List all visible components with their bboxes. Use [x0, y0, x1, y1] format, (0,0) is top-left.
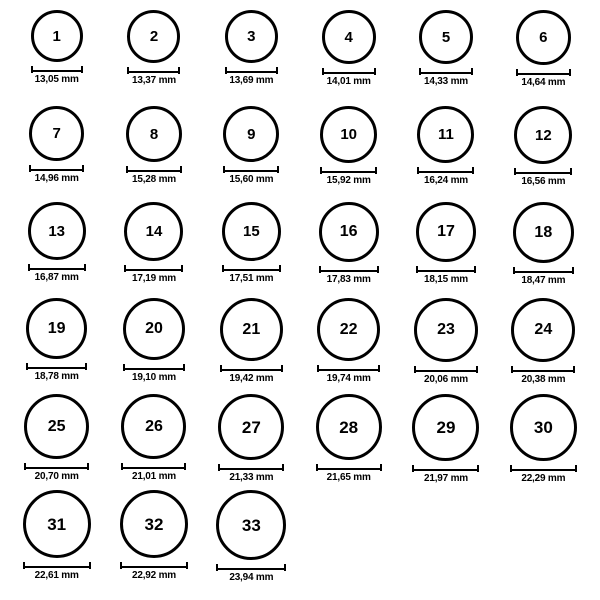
ring-dimension [513, 267, 574, 286]
ring-size-number: 9 [247, 125, 256, 143]
ring-size-number: 32 [144, 514, 164, 534]
ring-circle [124, 202, 183, 261]
ring-size-number: 21 [242, 320, 261, 338]
ring-diameter-label: 21,33 mm [229, 472, 274, 483]
dimension-line-icon [23, 562, 91, 569]
ring-size-cell [300, 298, 397, 394]
ring-size-number: 25 [47, 417, 66, 435]
ring-size-number: 24 [534, 321, 553, 338]
ring-size-number: 10 [340, 126, 357, 143]
ring-dimension [26, 363, 87, 382]
ring-dimension [24, 463, 89, 482]
ring-circle [222, 202, 281, 261]
dimension-line-icon [511, 366, 575, 373]
ring-size-cell [495, 10, 592, 106]
ring-diameter-label: 13,69 mm [229, 75, 274, 86]
ring-circle [414, 298, 478, 362]
ring-diameter-label: 20,06 mm [423, 374, 468, 385]
ring-circle [26, 298, 87, 359]
ring-circle [126, 106, 182, 162]
dimension-line-icon [417, 167, 474, 174]
ring-dimension [29, 165, 84, 184]
ring-dimension [511, 366, 575, 385]
ring-size-cell [300, 394, 397, 490]
ring-diameter-label: 20,38 mm [521, 374, 566, 385]
ring-diameter-label: 19,10 mm [131, 372, 176, 383]
ring-dimension [414, 366, 478, 385]
ring-circle [216, 490, 286, 560]
ring-size-number: 27 [241, 417, 261, 437]
ring-diameter-label: 20,70 mm [34, 471, 79, 482]
ring-dimension [23, 562, 91, 581]
ring-dimension [123, 364, 185, 383]
ring-dimension [412, 465, 479, 484]
dimension-line-icon [216, 564, 286, 571]
ring-size-cell [300, 10, 397, 106]
ring-dimension [510, 465, 577, 484]
ring-diameter-label: 16,56 mm [521, 176, 566, 187]
ring-circle [28, 202, 86, 260]
ring-circle [123, 298, 185, 360]
ring-size-number: 28 [339, 417, 359, 437]
ring-dimension [222, 265, 281, 284]
dimension-line-icon [319, 266, 379, 273]
ring-size-cell [8, 394, 105, 490]
dimension-line-icon [24, 463, 89, 470]
ring-circle [516, 10, 571, 65]
ring-dimension [124, 265, 183, 284]
ring-size-cell [203, 394, 300, 490]
dimension-line-icon [31, 66, 83, 73]
ring-diameter-label: 22,61 mm [34, 570, 79, 581]
ring-circle [218, 394, 284, 460]
dimension-line-icon [516, 69, 571, 76]
ring-circle [31, 10, 83, 62]
ring-size-cell [397, 10, 494, 106]
ring-circle [510, 394, 577, 461]
ring-size-cell [495, 298, 592, 394]
ring-size-cell [495, 394, 592, 490]
ring-size-cell [300, 106, 397, 202]
ring-diameter-label: 17,51 mm [229, 273, 274, 284]
ring-circle [419, 10, 473, 64]
ring-size-cell [105, 490, 202, 586]
ring-dimension [320, 167, 377, 186]
ring-size-cell [8, 490, 105, 586]
ring-dimension [121, 463, 186, 482]
dimension-line-icon [317, 365, 380, 372]
ring-circle [317, 298, 380, 361]
ring-dimension [220, 365, 283, 384]
ring-dimension [514, 168, 572, 187]
dimension-line-icon [320, 167, 377, 174]
ring-diameter-label: 14,96 mm [34, 173, 79, 184]
ring-size-number: 16 [339, 223, 358, 240]
ring-size-cell [105, 202, 202, 298]
ring-dimension [419, 68, 473, 87]
ring-size-number: 6 [539, 29, 548, 46]
ring-size-grid [8, 10, 592, 586]
dimension-line-icon [510, 465, 577, 472]
ring-diameter-label: 18,78 mm [34, 371, 79, 382]
ring-size-cell [8, 298, 105, 394]
ring-size-number: 11 [438, 126, 454, 143]
ring-size-number: 7 [52, 125, 61, 142]
ring-size-cell [105, 394, 202, 490]
ring-circle [223, 106, 279, 162]
ring-size-cell [203, 10, 300, 106]
ring-size-number: 13 [48, 222, 65, 240]
ring-size-number: 2 [149, 28, 159, 45]
ring-size-number: 26 [145, 417, 163, 435]
ring-dimension [317, 365, 380, 384]
ring-circle [417, 106, 474, 163]
ring-diameter-label: 16,87 mm [34, 272, 79, 283]
dimension-line-icon [416, 266, 476, 273]
ring-dimension [31, 66, 83, 85]
dimension-line-icon [322, 68, 376, 75]
ring-circle [29, 106, 84, 161]
dimension-line-icon [412, 465, 479, 472]
ring-dimension [319, 266, 379, 285]
ring-size-cell [203, 202, 300, 298]
dimension-line-icon [127, 67, 180, 74]
ring-diameter-label: 19,74 mm [326, 373, 371, 384]
ring-size-cell [203, 490, 300, 586]
ring-diameter-label: 23,94 mm [229, 572, 274, 583]
dimension-line-icon [123, 364, 185, 371]
dimension-line-icon [316, 464, 382, 471]
ring-size-number: 19 [47, 319, 66, 337]
ring-circle [514, 106, 572, 164]
ring-size-cell [495, 106, 592, 202]
ring-dimension [127, 67, 180, 86]
ring-dimension [120, 562, 188, 581]
ring-diameter-label: 21,97 mm [423, 473, 468, 484]
ring-diameter-label: 22,92 mm [131, 570, 176, 581]
ring-size-cell [397, 394, 494, 490]
ring-size-number: 8 [149, 125, 159, 143]
ring-diameter-label: 14,64 mm [521, 77, 566, 88]
ring-size-cell [397, 298, 494, 394]
ring-diameter-label: 14,01 mm [326, 76, 371, 87]
ring-diameter-label: 13,05 mm [34, 74, 79, 85]
ring-size-number: 20 [145, 320, 163, 337]
ring-diameter-label: 19,42 mm [229, 373, 274, 384]
ring-dimension [28, 264, 86, 283]
ring-diameter-label: 21,01 mm [131, 471, 176, 482]
ring-size-number: 30 [533, 418, 553, 437]
ring-circle [412, 394, 479, 461]
ring-size-number: 12 [534, 126, 552, 144]
ring-size-number: 23 [437, 321, 455, 338]
ring-size-number: 33 [241, 515, 261, 535]
ring-circle [24, 394, 89, 459]
dimension-line-icon [124, 265, 183, 272]
dimension-line-icon [514, 168, 572, 175]
ring-diameter-label: 18,47 mm [521, 275, 566, 286]
ring-size-number: 5 [441, 28, 451, 46]
ring-diameter-label: 13,37 mm [131, 75, 176, 86]
ring-diameter-label: 15,60 mm [229, 174, 274, 185]
ring-size-number: 29 [436, 418, 456, 437]
ring-dimension [516, 69, 571, 88]
ring-dimension [322, 68, 376, 87]
ring-circle [23, 490, 91, 558]
ring-size-cell [105, 106, 202, 202]
dimension-line-icon [414, 366, 478, 373]
ring-size-number: 3 [247, 28, 256, 45]
ring-size-number: 31 [47, 514, 67, 534]
ring-dimension [223, 166, 279, 185]
ring-dimension [126, 166, 182, 185]
ring-diameter-label: 15,28 mm [131, 174, 176, 185]
ring-diameter-label: 21,65 mm [326, 472, 371, 483]
dimension-line-icon [225, 67, 278, 74]
ring-size-number: 22 [339, 320, 358, 338]
ring-dimension [218, 464, 284, 483]
ring-size-number: 4 [344, 28, 353, 46]
ring-circle [127, 10, 180, 63]
ring-circle [220, 298, 283, 361]
ring-circle [121, 394, 186, 459]
dimension-line-icon [29, 165, 84, 172]
ring-dimension [316, 464, 382, 483]
ring-size-cell [105, 10, 202, 106]
ring-diameter-label: 17,19 mm [131, 273, 176, 284]
dimension-line-icon [223, 166, 279, 173]
ring-diameter-label: 14,33 mm [423, 76, 468, 87]
dimension-line-icon [120, 562, 188, 569]
ring-size-cell [8, 10, 105, 106]
ring-dimension [417, 167, 474, 186]
ring-size-cell [203, 106, 300, 202]
dimension-line-icon [513, 267, 574, 274]
ring-diameter-label: 22,29 mm [521, 473, 566, 484]
ring-circle [322, 10, 376, 64]
ring-size-cell [105, 298, 202, 394]
dimension-line-icon [419, 68, 473, 75]
ring-size-number: 1 [52, 27, 61, 45]
dimension-line-icon [220, 365, 283, 372]
ring-size-cell [397, 106, 494, 202]
ring-size-cell [203, 298, 300, 394]
ring-size-cell [8, 202, 105, 298]
ring-diameter-label: 16,24 mm [423, 175, 468, 186]
dimension-line-icon [121, 463, 186, 470]
dimension-line-icon [222, 265, 281, 272]
ring-dimension [225, 67, 278, 86]
ring-size-cell [300, 202, 397, 298]
ring-dimension [216, 564, 286, 583]
ring-diameter-label: 17,83 mm [326, 274, 371, 285]
dimension-line-icon [126, 166, 182, 173]
ring-circle [416, 202, 476, 262]
ring-size-number: 14 [145, 223, 163, 240]
ring-size-cell [397, 202, 494, 298]
ring-circle [511, 298, 575, 362]
dimension-line-icon [28, 264, 86, 271]
dimension-line-icon [218, 464, 284, 471]
ring-diameter-label: 18,15 mm [423, 274, 468, 285]
ring-size-number: 15 [242, 223, 260, 240]
ring-size-cell [8, 106, 105, 202]
ring-dimension [416, 266, 476, 285]
ring-diameter-label: 15,92 mm [326, 175, 371, 186]
ring-circle [513, 202, 574, 263]
ring-circle [225, 10, 278, 63]
ring-circle [120, 490, 188, 558]
ring-size-cell [495, 202, 592, 298]
ring-circle [319, 202, 379, 262]
ring-circle [320, 106, 377, 163]
ring-size-number: 17 [437, 223, 455, 240]
ring-circle [316, 394, 382, 460]
ring-size-number: 18 [534, 223, 553, 241]
dimension-line-icon [26, 363, 87, 370]
